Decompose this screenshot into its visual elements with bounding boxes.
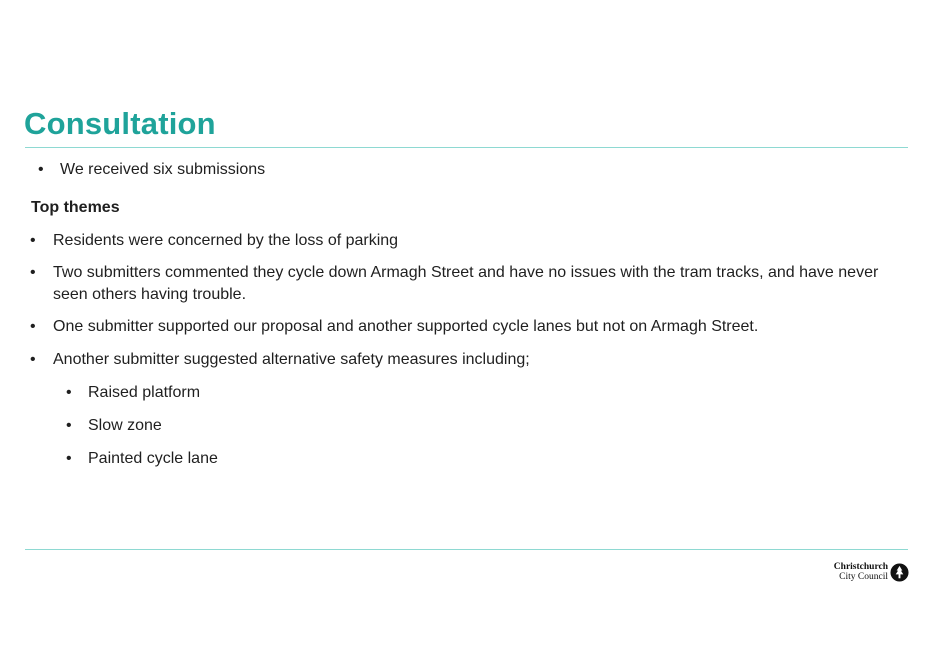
sub-bullet-text: Slow zone bbox=[88, 417, 162, 434]
bullet-glyph: • bbox=[30, 232, 36, 249]
sub-bullet-text: Painted cycle lane bbox=[88, 450, 218, 467]
theme-bullet-parking bbox=[30, 230, 910, 252]
bullet-glyph: • bbox=[66, 384, 72, 401]
title-divider bbox=[25, 147, 908, 148]
theme-bullet-tram-tracks bbox=[30, 262, 910, 306]
bullet-glyph: • bbox=[66, 417, 72, 434]
council-emblem-icon bbox=[890, 563, 909, 582]
sub-bullet-slow-zone bbox=[66, 415, 466, 437]
bullet-glyph: • bbox=[38, 161, 44, 178]
theme-bullet-text: Another submitter suggested alternative safety measures including; bbox=[53, 351, 530, 368]
bullet-glyph: • bbox=[30, 264, 36, 281]
slide-title: Consultation bbox=[24, 106, 216, 141]
intro-bullet-text: We received six submissions bbox=[60, 161, 266, 178]
bullet-glyph: • bbox=[30, 318, 36, 335]
theme-bullet-text: Two submitters commented they cycle down Armagh Street and have no issues with the tram tracks, and have never seen others having trouble. bbox=[53, 264, 879, 303]
theme-bullet-text: Residents were concerned by the loss of parking bbox=[53, 232, 399, 249]
sub-bullet-raised-platform bbox=[66, 382, 466, 404]
section-heading: Top themes bbox=[31, 199, 120, 216]
intro-bullet bbox=[38, 159, 338, 181]
logo-line-2: City Council bbox=[839, 572, 888, 582]
theme-bullet-safety-measures bbox=[30, 349, 910, 371]
theme-bullet-text: One submitter supported our proposal and another supported cycle lanes but not on Armagh Street. bbox=[53, 318, 759, 335]
bullet-glyph: • bbox=[30, 351, 36, 368]
logo-line-1: Christchurch bbox=[833, 562, 888, 572]
sub-bullet-text: Raised platform bbox=[88, 384, 201, 401]
footer-divider bbox=[25, 549, 908, 550]
theme-bullet-proposal-support bbox=[30, 316, 910, 338]
sub-bullet-painted-cycle-lane bbox=[66, 448, 466, 470]
christchurch-city-council-logo bbox=[831, 562, 909, 584]
bullet-glyph: • bbox=[66, 450, 72, 467]
